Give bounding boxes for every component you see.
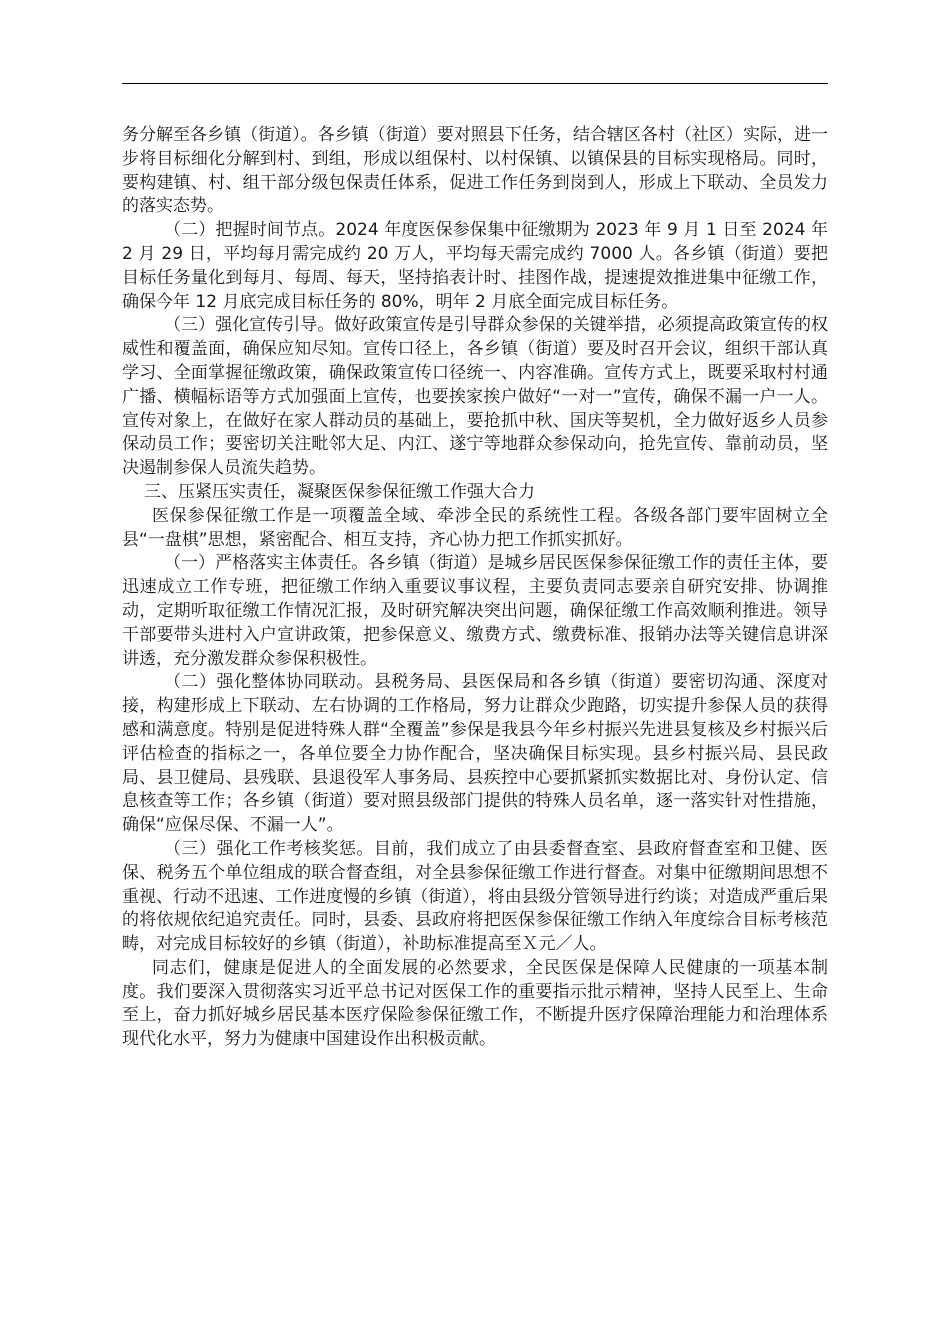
paragraph-assessment: （三）强化工作考核奖惩。目前，我们成立了由县委督查室、县政府督查室和卫健、医保、税务五个单位组成的联合督查组，对全县参保征缴工作进行督查。对集中征缴期间思想不重视、行动不迅速、工作进度慢的乡镇（街道），将由县级分管领导进行约谈；对造成严重后果的将依规依纪追究责任。同时，县委、县政府将把医保参保征缴工作纳入年度综合目标考核范畴，对完成目标较好的乡镇（街道），补助标准提高至Ｘ元／人。 — [122, 838, 828, 955]
paragraph-time-nodes: （二）把握时间节点。2024 年度医保参保集中征缴期为 2023 年 9 月 1 日至 2024 年 2 月 29 日，平均每月需完成约 20 万人，平均每天需完成约 7000 人。各乡镇（街道）要把目标任务量化到每月、每周、每天，坚持掐表计时、挂图作战，提速提效推进集中征缴工作，确保今年 12 月底完成目标任务的 80%，明年 2 月底全面完成目标任务。 — [122, 220, 828, 312]
paragraph-publicity: （三）强化宣传引导。做好政策宣传是引导群众参保的关键举措，必须提高政策宣传的权威性和覆盖面，确保应知尽知。宣传口径上，各乡镇（街道）要及时召开会议，组织干部认真学习、全面掌握征缴政策，确保政策宣传口径统一、内容准确。宣传方式上，既要采取村村通广播、横幅标语等方式加强面上宣传，也要挨家挨户做好“一对一”宣传，确保不漏一户一人。宣传对象上，在做好在家人群动员的基础上，要抢抓中秋、国庆等契机，全力做好返乡人员参保动员工作；要密切关注毗邻大足、内江、遂宁等地群众参保动向，抢先宣传、靠前动员，坚决遏制参保人员流失趋势。 — [122, 315, 828, 479]
paragraph-continuation: 务分解至各乡镇（街道）。各乡镇（街道）要对照县下任务，结合辖区各村（社区）实际，进一步将目标细化分解到村、到组，形成以组保村、以村保镇、以镇保县的目标实现格局。同时，要构建镇、村、组干部分级包保责任体系，促进工作任务到岗到人，形成上下联动、全员发力的落实态势。 — [122, 125, 828, 217]
paragraph-coordination: （二）强化整体协同联动。县税务局、县医保局和各乡镇（街道）要密切沟通、深度对接，构建形成上下联动、左右协调的工作格局，努力让群众少跑路，切实提升参保人员的获得感和满意度。特别是促进特殊人群“全覆盖”参保是我县今年乡村振兴先进县复核及乡村振兴后评估检查的指标之一，各单位要全力协作配合，坚决确保目标实现。县乡村振兴局、县民政局、县卫健局、县残联、县退役军人事务局、县疾控中心要抓紧抓实数据比对、身份认定、信息核查等工作；各乡镇（街道）要对照县级部门提供的特殊人员名单，逐一落实针对性措施，确保“应保尽保、不漏一人”。 — [122, 672, 828, 836]
paragraph-section-intro: 医保参保征缴工作是一项覆盖全域、牵涉全民的系统性工程。各级各部门要牢固树立全县“一盘棋”思想，紧密配合、相互支持，齐心协力把工作抓实抓好。 — [122, 505, 828, 550]
section-heading-three: 三、压紧压实责任，凝聚医保参保征缴工作强大合力 — [144, 481, 535, 502]
document-body — [122, 124, 828, 1052]
header-rule — [122, 83, 828, 84]
paragraph-closing: 同志们，健康是促进人的全面发展的必然要求，全民医保是保障人民健康的一项基本制度。我们要深入贯彻落实习近平总书记对医保工作的重要指示批示精神，坚持人民至上、生命至上，奋力抓好城乡居民基本医疗保险参保征缴工作，不断提升医疗保障治理能力和治理体系现代化水平，努力为健康中国建设作出积极贡献。 — [122, 957, 828, 1050]
paragraph-main-responsibility: （一）严格落实主体责任。各乡镇（街道）是城乡居民医保参保征缴工作的责任主体，要迅速成立工作专班，把征缴工作纳入重要议事议程，主要负责同志要亲自研究安排、协调推动，定期听取征缴工作情况汇报，及时研究解决突出问题，确保征缴工作高效顺利推进。领导干部要带头进村入户宣讲政策，把参保意义、缴费方式、缴费标准、报销办法等关键信息讲深讲透，充分激发群众参保积极性。 — [122, 553, 828, 669]
